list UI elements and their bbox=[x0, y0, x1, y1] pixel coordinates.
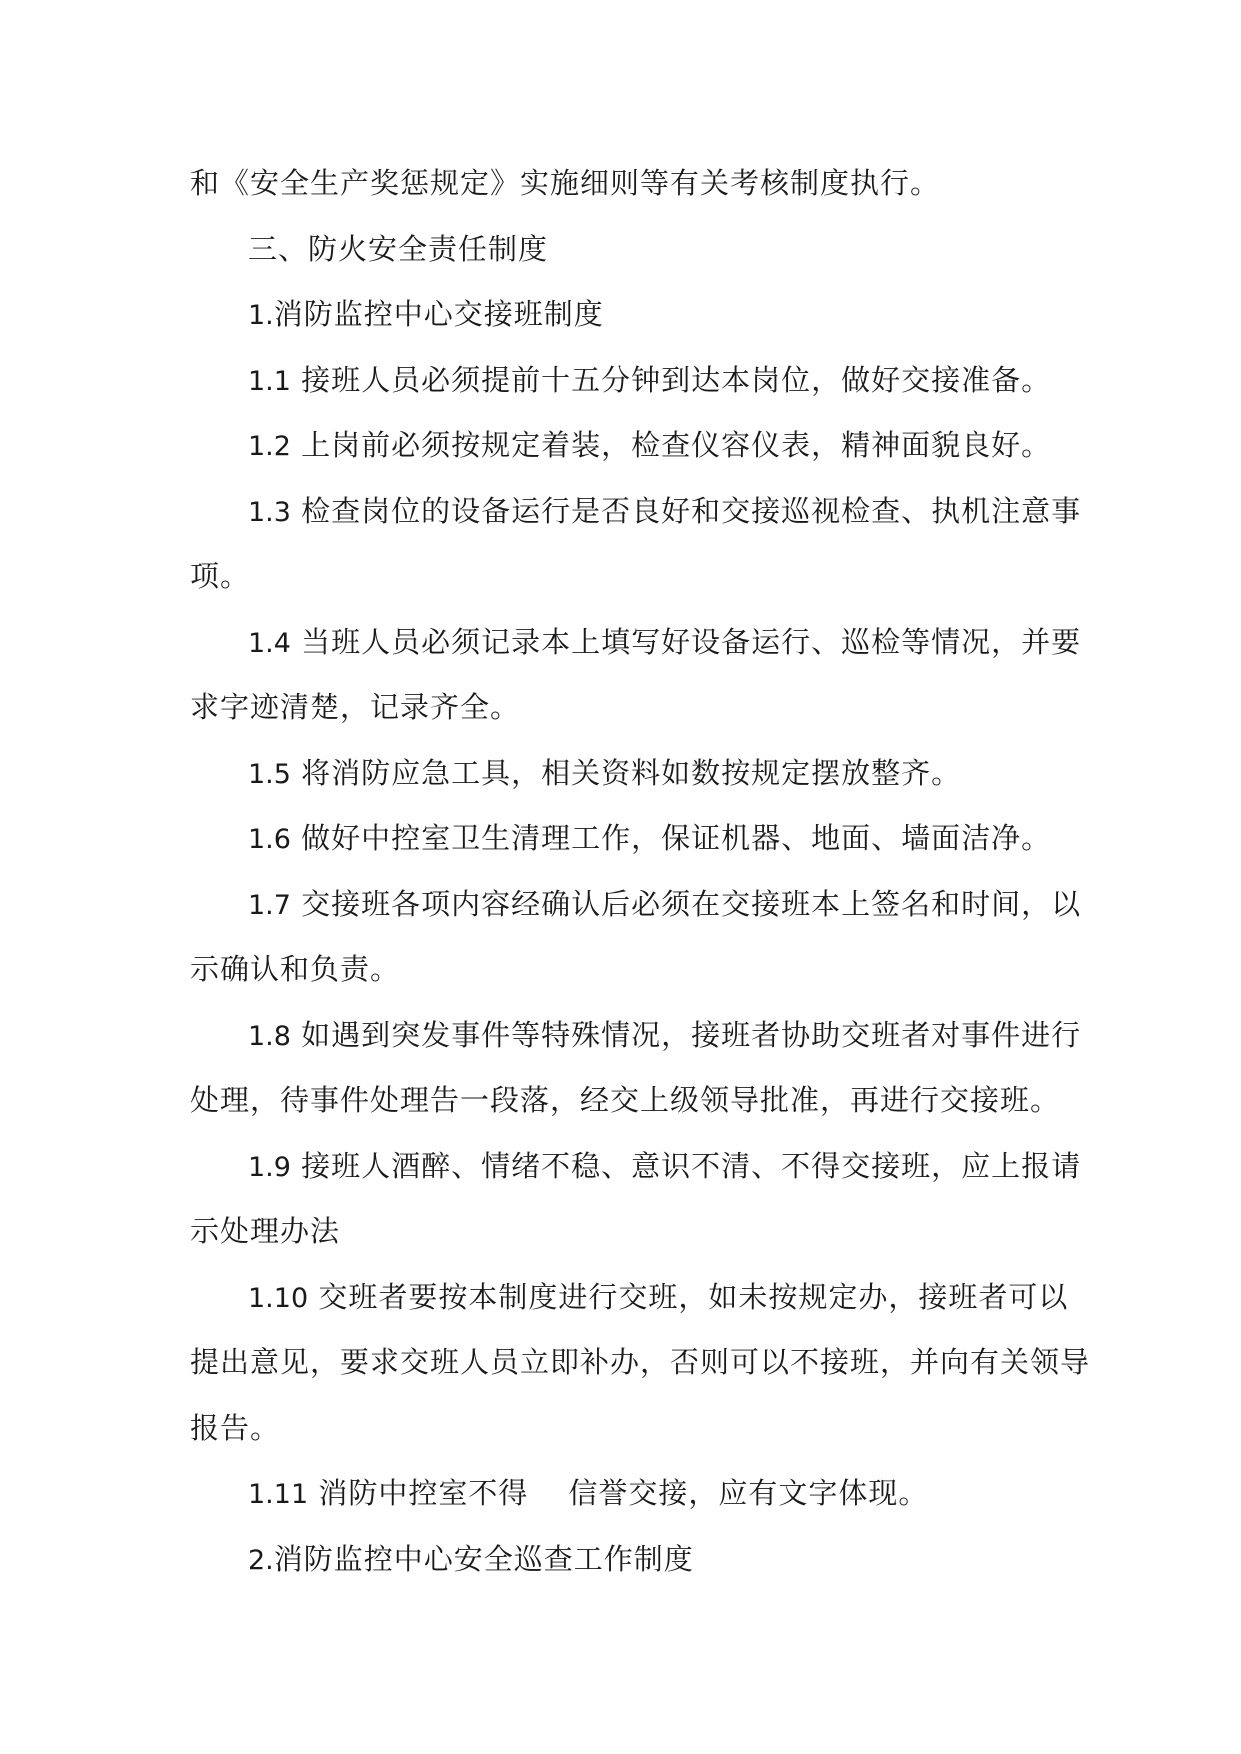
text-line bbox=[190, 222, 1060, 288]
line-text: 项。 bbox=[190, 559, 251, 593]
text-line bbox=[190, 811, 1060, 877]
line-text: 求字迹清楚，记录齐全。 bbox=[190, 690, 521, 724]
line-text: 和《安全生产奖惩规定》实施细则等有关考核制度执行。 bbox=[190, 166, 941, 200]
line-text: 检查岗位的设备运行是否良好和交接巡视检查、执机注意事 bbox=[290, 493, 1082, 528]
text-line bbox=[190, 353, 1060, 419]
clause-number: 2. bbox=[248, 1544, 274, 1576]
line-text: 三、防火安全责任制度 bbox=[248, 231, 549, 266]
text-line bbox=[190, 1401, 1060, 1467]
line-text: 将消防应急工具，相关资料如数按规定摆放整齐。 bbox=[290, 755, 962, 790]
text-line bbox=[190, 1466, 1060, 1532]
text-line bbox=[190, 680, 1060, 746]
text-line bbox=[190, 1139, 1082, 1205]
line-text: 当班人员必须记录本上填写好设备运行、巡检等情况，并要 bbox=[290, 624, 1082, 659]
line-text: 做好中控室卫生清理工作，保证机器、地面、墙面洁净。 bbox=[290, 821, 1052, 855]
text-line bbox=[190, 1532, 1060, 1598]
text-line bbox=[190, 615, 1082, 681]
clause-number: 1.5 bbox=[248, 758, 291, 790]
line-text: 接班人员必须提前十五分钟到达本岗位，做好交接准备。 bbox=[290, 362, 1052, 397]
clause-number: 1.7 bbox=[248, 889, 291, 921]
text-line bbox=[190, 484, 1082, 550]
text-line bbox=[190, 877, 1082, 943]
line-text-continued: 信誉交接，应有文字体现。 bbox=[568, 1476, 929, 1510]
text-line bbox=[190, 156, 1060, 222]
line-text: 交班者要按本制度进行交班，如未按规定办，接班者可以 bbox=[308, 1279, 1069, 1314]
text-line bbox=[190, 287, 1060, 353]
text-line bbox=[190, 942, 1060, 1008]
clause-number: 1.11 bbox=[248, 1479, 309, 1510]
line-text: 提出意见，要求交班人员立即补办，否则可以不接班，并向有关领导 bbox=[190, 1345, 1091, 1379]
clause-number: 1.4 bbox=[248, 627, 291, 659]
line-text: 示处理办法 bbox=[190, 1214, 341, 1248]
text-line bbox=[190, 418, 1060, 484]
text-line bbox=[190, 1008, 1082, 1074]
document-body bbox=[190, 156, 1091, 1597]
clause-number: 1.2 bbox=[248, 431, 291, 462]
text-line bbox=[190, 1073, 1060, 1139]
clause-number: 1.10 bbox=[248, 1282, 309, 1314]
clause-number: 1. bbox=[248, 300, 274, 331]
line-text: 消防监控中心安全巡查工作制度 bbox=[273, 1541, 694, 1576]
text-line bbox=[190, 746, 1060, 812]
line-text: 示确认和负责。 bbox=[190, 952, 401, 986]
line-text: 报告。 bbox=[190, 1410, 281, 1445]
text-line bbox=[190, 1270, 1069, 1336]
clause-number: 1.9 bbox=[248, 1151, 291, 1183]
line-text: 如遇到突发事件等特殊情况，接班者协助交班者对事件进行 bbox=[290, 1017, 1082, 1052]
line-text: 上岗前必须按规定着装，检查仪容仪表，精神面貌良好。 bbox=[290, 428, 1052, 462]
text-line bbox=[190, 1335, 1091, 1401]
clause-number: 1.3 bbox=[248, 496, 291, 528]
line-text: 接班人酒醉、情绪不稳、意识不清、不得交接班，应上报请 bbox=[290, 1148, 1082, 1183]
text-line bbox=[190, 549, 1060, 615]
text-line bbox=[190, 1204, 1060, 1270]
clause-number: 1.1 bbox=[248, 365, 291, 397]
clause-number: 1.8 bbox=[248, 1020, 291, 1052]
clause-number: 1.6 bbox=[248, 824, 291, 855]
line-text: 交接班各项内容经确认后必须在交接班本上签名和时间，以 bbox=[290, 886, 1082, 921]
line-text: 消防监控中心交接班制度 bbox=[273, 297, 604, 331]
line-text: 消防中控室不得 bbox=[308, 1476, 529, 1510]
line-text: 处理，待事件处理告一段落，经交上级领导批准，再进行交接班。 bbox=[190, 1083, 1061, 1117]
